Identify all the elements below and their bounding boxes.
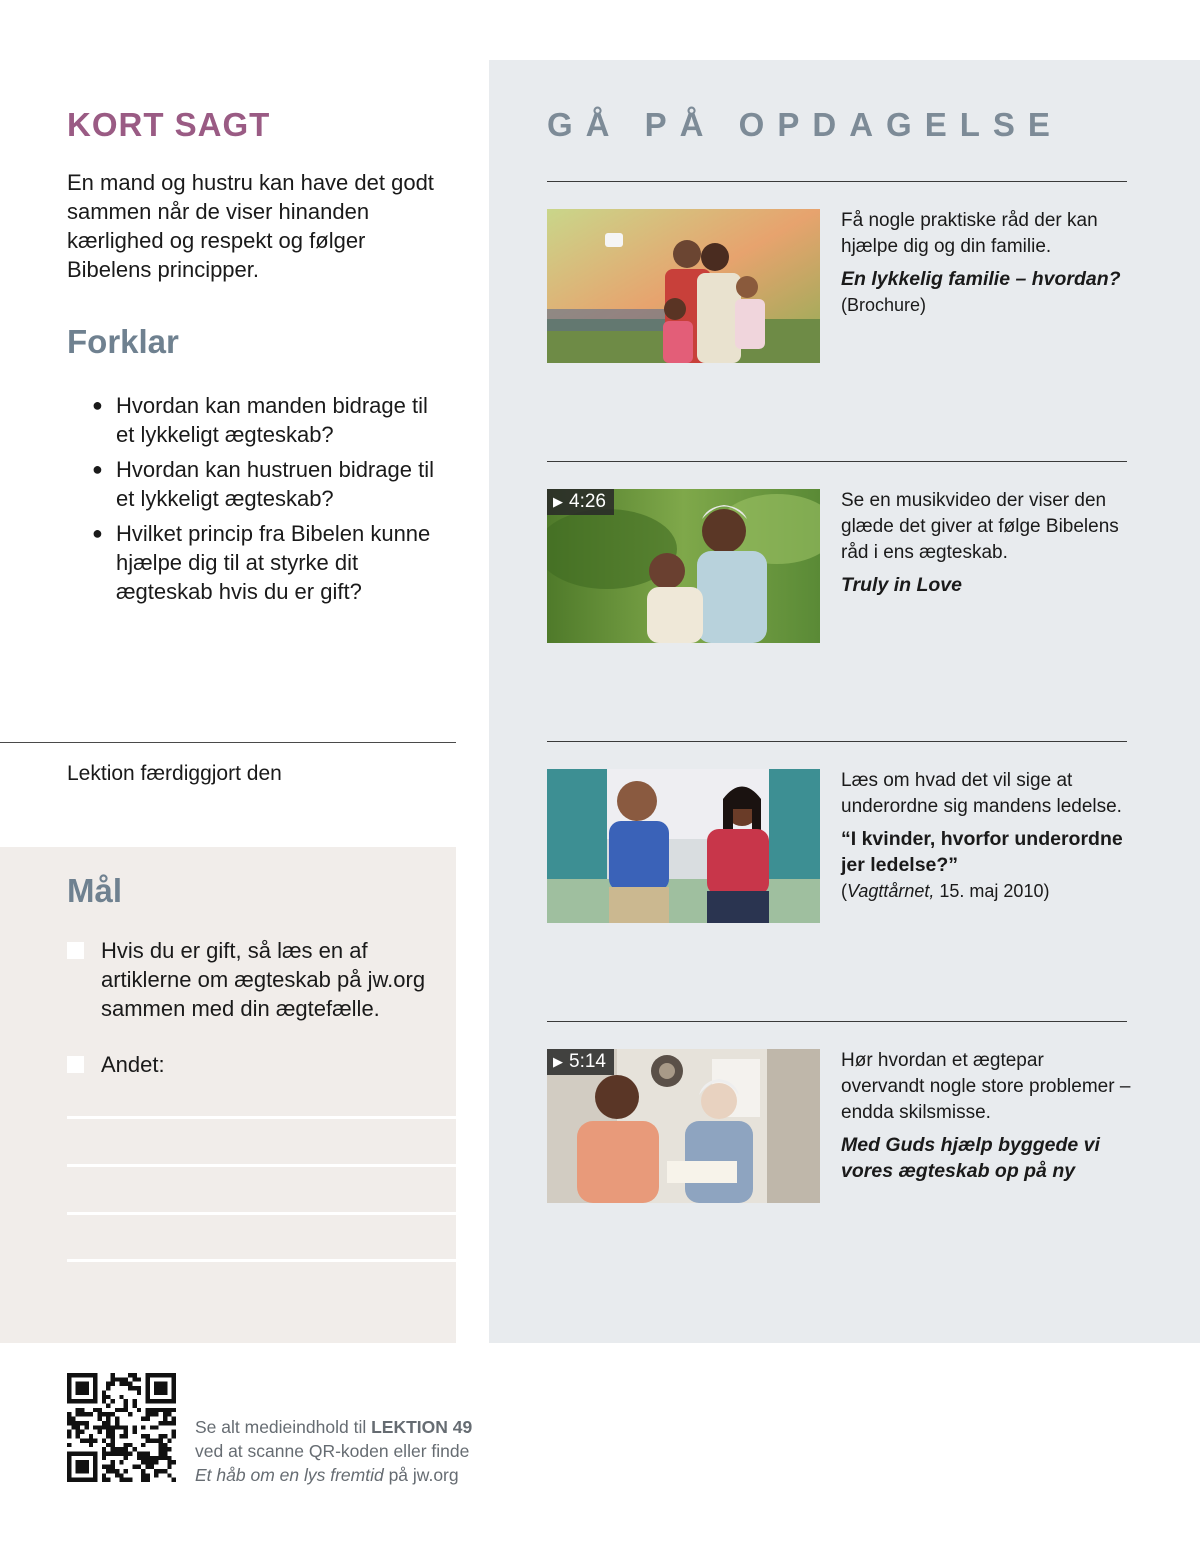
explain-question-text: Hvilket princip fra Bibelen kunne hjælpe dig til at styrke dit ægteskab hvis du er gift? (116, 521, 431, 604)
bullet-icon: ● (92, 395, 103, 415)
discover-title: GÅ PÅ OPDAGELSE (547, 106, 1063, 143)
goal-item[interactable] (67, 936, 437, 1023)
divider (0, 742, 456, 743)
discover-item-title[interactable]: Med Guds hjælp byggede vi vores ægteskab op på ny (841, 1134, 1100, 1182)
discover-item-text (841, 768, 1131, 904)
goal-checkbox[interactable] (67, 942, 84, 959)
bullet-icon: ● (92, 523, 103, 543)
explain-question-text: Hvordan kan manden bidrage til et lykkeligt ægteskab? (116, 393, 428, 447)
discover-item-title[interactable]: Truly in Love (841, 574, 962, 596)
goal-checkbox[interactable] (67, 1056, 84, 1073)
video-duration-badge (547, 489, 614, 515)
family-selfie-image[interactable] (547, 209, 820, 363)
footer-publication-title: Et håb om en lys fremtid (195, 1465, 384, 1485)
bullet-icon: ● (92, 459, 103, 479)
footer-note (195, 1415, 472, 1487)
discover-item-description: Hør hvordan et ægtepar overvandt nogle store problemer – endda skilsmisse. (841, 1050, 1131, 1123)
summary-title: KORT SAGT (67, 106, 271, 143)
explain-question (92, 391, 437, 449)
footer-line-3 (195, 1463, 472, 1487)
discover-item[interactable] (547, 489, 1127, 644)
source-prefix: ( (841, 881, 847, 901)
video-duration: 5:14 (569, 1051, 606, 1072)
qr-code[interactable] (67, 1373, 176, 1482)
discover-item-description: Se en musikvideo der viser den glæde det giver at følge Bibelens råd i ens ægteskab. (841, 490, 1119, 563)
discover-item-title[interactable]: “I kvinder, hvorfor underordne jer ledelse?” (841, 828, 1123, 876)
explain-question (92, 455, 437, 513)
write-line[interactable] (67, 1116, 456, 1119)
summary-text: En mand og hustru kan have det godt sammen når de viser hinanden kærlighed og respekt og følger Bibelens principper. (67, 170, 434, 282)
divider (547, 741, 1127, 742)
goals-title: Mål (67, 872, 123, 909)
discover-item-text (841, 1048, 1131, 1184)
explain-question-list (92, 391, 437, 612)
footer-line-2: ved at scanne QR-koden eller finde (195, 1441, 470, 1461)
divider (547, 461, 1127, 462)
explain-question (92, 519, 437, 606)
couple-talking-image[interactable] (547, 769, 820, 923)
discover-item-source: (Brochure) (841, 295, 927, 315)
write-line[interactable] (67, 1212, 456, 1215)
lesson-completed-label: Lektion færdiggjort den (67, 762, 282, 785)
write-line[interactable] (67, 1259, 456, 1262)
footer-line-1 (195, 1415, 472, 1439)
discover-item[interactable] (547, 1049, 1131, 1204)
discover-item-description: Læs om hvad det vil sige at underordne sig mandens ledelse. (841, 770, 1122, 817)
discover-item-source (841, 878, 1131, 904)
divider (547, 181, 1127, 182)
play-icon: ▶ (553, 1054, 563, 1069)
discover-item[interactable] (547, 769, 1127, 924)
goal-item-other[interactable] (67, 1050, 437, 1079)
source-date: 15. maj 2010) (934, 881, 1050, 901)
play-icon: ▶ (553, 494, 563, 509)
discover-item-text (841, 488, 1131, 598)
explain-title: Forklar (67, 323, 179, 360)
discover-item-title[interactable]: En lykkelig familie – hvordan? (841, 268, 1121, 290)
footer-line-1-text: Se alt medieindhold til (195, 1417, 372, 1437)
write-line[interactable] (67, 1164, 456, 1167)
goal-text: Hvis du er gift, så læs en af artiklerne om ægteskab på jw.org sammen med din ægtefælle. (101, 938, 426, 1021)
goal-text: Andet: (101, 1052, 165, 1077)
discover-item[interactable] (547, 209, 1127, 364)
video-duration-badge (547, 1049, 614, 1075)
source-publication: Vagttårnet, (847, 881, 935, 901)
qr-code-icon (67, 1373, 176, 1482)
discover-item-text (841, 208, 1131, 318)
discover-item-description: Få nogle praktiske råd der kan hjælpe dig og din familie. (841, 210, 1098, 257)
explain-question-text: Hvordan kan hustruen bidrage til et lykkeligt ægteskab? (116, 457, 434, 511)
footer-lesson-number: LEKTION 49 (371, 1417, 473, 1437)
divider (547, 1021, 1127, 1022)
footer-site: på jw.org (383, 1465, 459, 1485)
video-duration: 4:26 (569, 491, 606, 512)
goals-box (0, 847, 456, 1343)
